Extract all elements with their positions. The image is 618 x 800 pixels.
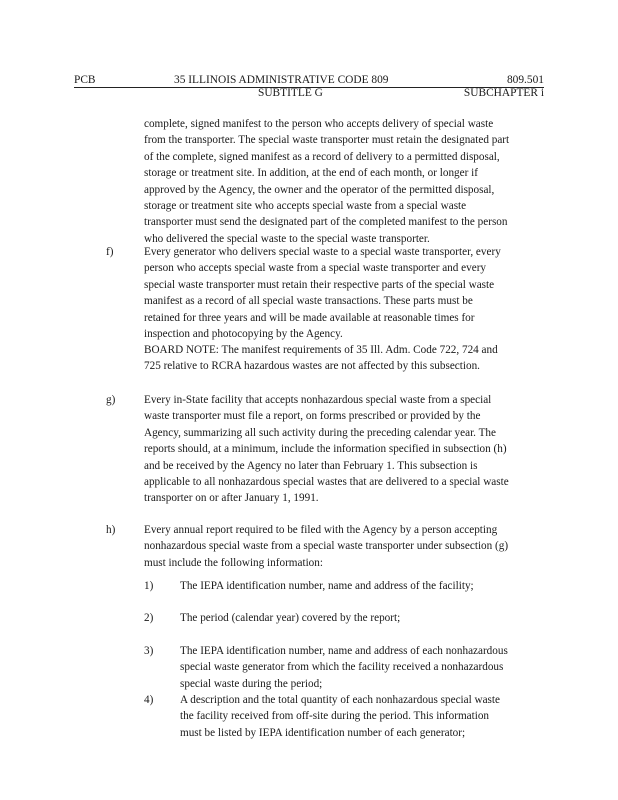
board-note: BOARD NOTE: The manifest requirements of 35 Ill. Adm. Code 722, 724 and 725 relative to RCRA hazardous wastes are not affected by this subsection. bbox=[144, 344, 498, 373]
subsection-h-label: h) bbox=[106, 524, 116, 536]
list-item-number: 3) bbox=[144, 645, 154, 657]
header-subchapter: SUBCHAPTER i bbox=[463, 87, 544, 99]
subsection-f-label: f) bbox=[106, 246, 114, 258]
list-item-number: 1) bbox=[144, 580, 154, 592]
header-subtitle: SUBTITLE G bbox=[258, 87, 323, 99]
intro-paragraph: complete, signed manifest to the person who accepts delivery of special waste from the transporter. The special waste transporter must retain the designated part of the complete, signed manifest as a record of delivery to a permitted disposal, storage or treatment site. In addition, at the end of each month, or longer if approved by the Agency, the owner and the operator of the permitted disposal, storage or treatment site who accepts special waste from a special waste transporter must send the designated part of the completed manifest to the person who delivered the special waste to the special waste transporter. bbox=[144, 118, 510, 245]
subsection-g-text: Every in-State facility that accepts nonhazardous special waste from a special waste transporter must file a report, on forms prescribed or provided by the Agency, summarizing all such activity during the preceding calendar year. The reports should, at a minimum, include the information specified in subsection (h) and be received by the Agency no later than February 1. This subsection is applicable to all nonhazardous special wastes that are delivered to a special waste transporter on or after January 1, 1991. bbox=[144, 394, 509, 505]
list-item-text: The IEPA identification number, name and address of the facility; bbox=[180, 580, 474, 592]
list-item-text: The IEPA identification number, name and address of each nonhazardous special waste generator from which the facility received a nonhazardous special waste during the period; bbox=[180, 645, 508, 690]
subsection-f-text: Every generator who delivers special waste to a special waste transporter, every person who accepts special waste from a special waste transporter and every special waste transporter must retain their respective parts of the special waste manifest as a record of all special waste transactions. These parts must be retained for three years and will be made available at reasonable times for inspection and photocopying by the Agency. bbox=[144, 246, 501, 341]
list-item-text: The period (calendar year) covered by the report; bbox=[180, 612, 401, 624]
list-item-text: A description and the total quantity of each nonhazardous special waste the facility received from off-site during the period. This information must be listed by IEPA identification number of each generator; bbox=[180, 694, 500, 739]
header-section: 809.501 bbox=[506, 74, 544, 86]
subsection-h-text: Every annual report required to be filed with the Agency by a person accepting nonhazardous special waste from a special waste transporter under subsection (g) must include the following information: bbox=[144, 524, 509, 569]
subsection-g-label: g) bbox=[106, 394, 116, 406]
header-left: PCB bbox=[74, 74, 96, 86]
running-header bbox=[74, 74, 544, 100]
list-item-number: 4) bbox=[144, 694, 154, 706]
list-item-number: 2) bbox=[144, 612, 154, 624]
header-code-title: 35 ILLINOIS ADMINISTRATIVE CODE 809 bbox=[174, 74, 389, 86]
